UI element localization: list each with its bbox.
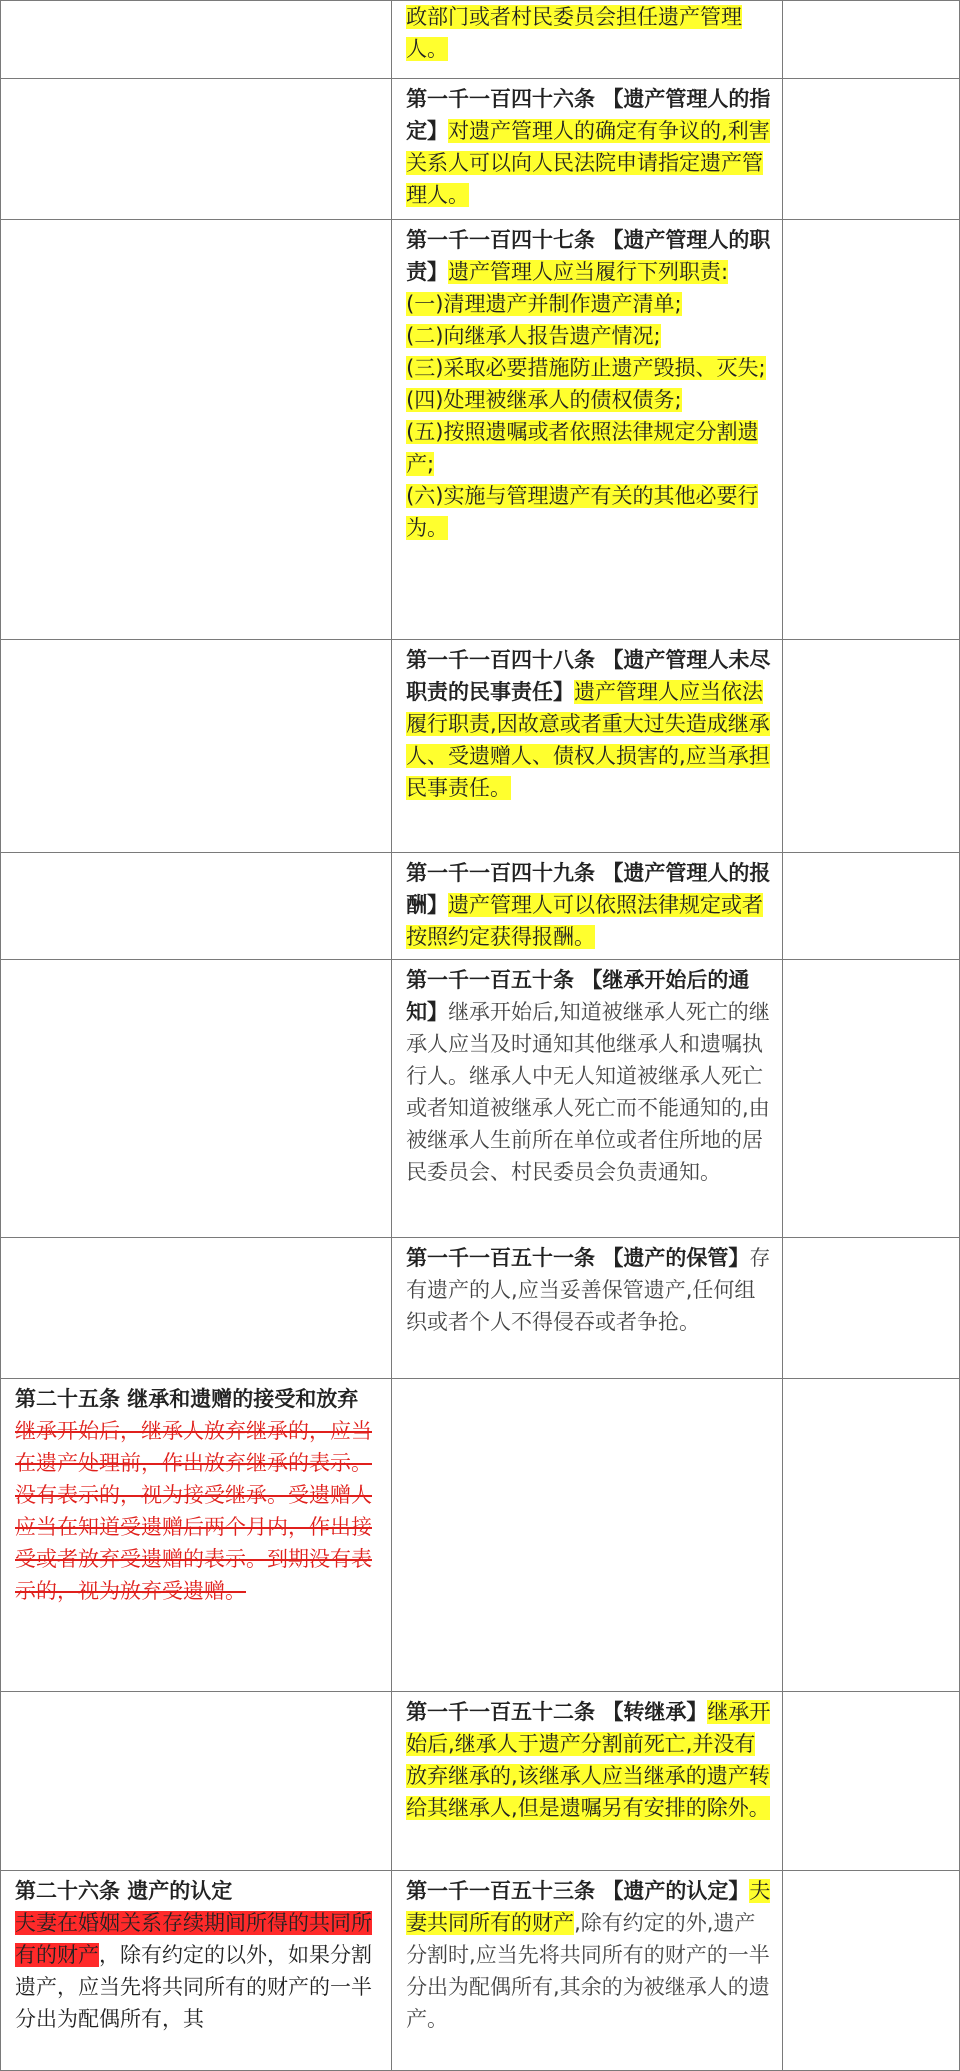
new-cell <box>392 1871 783 2071</box>
note-cell <box>783 853 960 960</box>
article-title: 第一千一百四十八条 【遗产管理人未尽职责的民事责任】 <box>406 648 771 704</box>
new-cell <box>392 1238 783 1379</box>
table-row <box>1 220 960 640</box>
table-row <box>1 1238 960 1379</box>
new-cell <box>392 1692 783 1871</box>
note-cell <box>783 79 960 220</box>
new-cell <box>392 79 783 220</box>
article-title: 第一千一百四十六条 【遗产管理人的指定】 <box>406 87 771 143</box>
article-text: 对遗产管理人的确定有争议的,利害关系人可以向人民法院申请指定遗产管理人。 <box>406 119 770 207</box>
note-cell <box>783 1871 960 2071</box>
old-article-title: 第二十六条 遗产的认定 <box>15 1879 233 1903</box>
old-cell <box>1 1238 392 1379</box>
article-text: 政部门或者村民委员会担任遗产管理人。 <box>406 5 743 61</box>
old-cell <box>1 640 392 853</box>
table-row <box>1 640 960 853</box>
article-text: 存有遗产的人,应当妥善保管遗产,任何组织或者个人不得侵吞或者争抢。 <box>406 1246 771 1334</box>
note-cell <box>783 220 960 640</box>
note-cell <box>783 1238 960 1379</box>
old-cell <box>1 79 392 220</box>
old-cell <box>1 1692 392 1871</box>
table-row <box>1 1379 960 1692</box>
note-cell <box>783 1692 960 1871</box>
note-cell <box>783 1379 960 1692</box>
old-cell <box>1 1 392 79</box>
list-item: (六)实施与管理遗产有关的其他必要行为。 <box>406 484 759 540</box>
table-row <box>1 960 960 1238</box>
new-cell <box>392 1 783 79</box>
list-item: (一)清理遗产并制作遗产清单; <box>406 292 682 316</box>
old-cell <box>1 960 392 1238</box>
old-cell <box>1 220 392 640</box>
article-text: 继承开始后,知道被继承人死亡的继承人应当及时通知其他继承人和遗嘱执行人。继承人中无人知道被继承人死亡或者知道被继承人死亡而不能通知的,由被继承人生前所在单位或者住所地的居民委员会、村民委员会负责通知。 <box>406 1000 770 1184</box>
article-title: 第一千一百五十三条 【遗产的认定】 <box>406 1879 750 1903</box>
changed-text: 夫妻共同所有的财产 <box>406 1879 771 1935</box>
table-row <box>1 79 960 220</box>
new-cell <box>392 853 783 960</box>
article-title: 第一千一百五十二条 【转继承】 <box>406 1700 708 1724</box>
article-title: 第一千一百五十条 【继承开始后的通知】 <box>406 968 750 1024</box>
article-text: 遗产管理人可以依照法律规定或者按照约定获得报酬。 <box>406 893 764 949</box>
note-cell <box>783 1 960 79</box>
table-row <box>1 1 960 79</box>
list-item: (三)采取必要措施防止遗产毁损、灭失; <box>406 356 766 380</box>
article-title: 第一千一百五十一条 【遗产的保管】 <box>406 1246 750 1270</box>
note-cell <box>783 960 960 1238</box>
article-text: ，除有约定的以外，如果分割遗产，应当先将共同所有的财产的一半分出为配偶所有，其 <box>15 1943 372 2031</box>
old-cell <box>1 1871 392 2071</box>
old-cell <box>1 1379 392 1692</box>
table-row <box>1 853 960 960</box>
article-text: 继承开始后,继承人于遗产分割前死亡,并没有放弃继承的,该继承人应当继承的遗产转给其继承人,但是遗嘱另有安排的除外。 <box>406 1700 771 1820</box>
new-cell <box>392 640 783 853</box>
list-item: (五)按照遗嘱或者依照法律规定分割遗产; <box>406 420 759 476</box>
article-text: ,除有约定的外,遗产分割时,应当先将共同所有的财产的一半分出为配偶所有,其余的为被继承人的遗产。 <box>406 1911 770 2031</box>
note-cell <box>783 640 960 853</box>
old-article-title: 第二十五条 继承和遗赠的接受和放弃 <box>15 1387 359 1411</box>
article-text: 遗产管理人应当履行下列职责: <box>448 260 729 284</box>
article-title: 第一千一百四十七条 【遗产管理人的职责】 <box>406 228 771 284</box>
article-text: 遗产管理人应当依法履行职责,因故意或者重大过失造成继承人、受遗赠人、债权人损害的,应当承担民事责任。 <box>406 680 770 800</box>
table-row <box>1 1871 960 2071</box>
deleted-text: 继承开始后，继承人放弃继承的，应当在遗产处理前，作出放弃继承的表示。没有表示的，视为接受继承。受遗赠人应当在知道受遗赠后两个月内，作出接受或者放弃受遗赠的表示。到期没有表示的，视为放弃受遗赠。 <box>15 1419 372 1603</box>
new-cell <box>392 220 783 640</box>
old-cell <box>1 853 392 960</box>
new-cell <box>392 1379 783 1692</box>
table-row <box>1 1692 960 1871</box>
new-cell <box>392 960 783 1238</box>
article-title: 第一千一百四十九条 【遗产管理人的报酬】 <box>406 861 771 917</box>
list-item: (四)处理被继承人的债权债务; <box>406 388 682 412</box>
list-item: (二)向继承人报告遗产情况; <box>406 324 661 348</box>
changed-text: 夫妻在婚姻关系存续期间所得的共同所有的财产 <box>15 1911 372 1967</box>
